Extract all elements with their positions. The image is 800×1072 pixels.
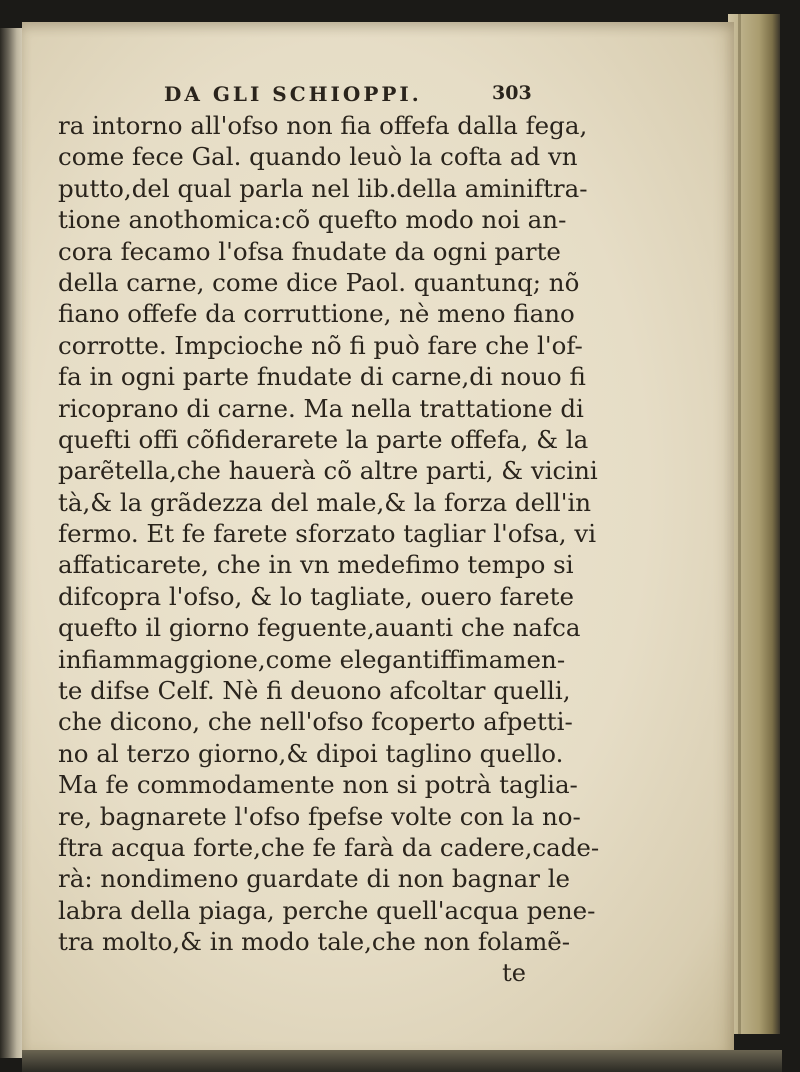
text-line: fiano offefe da corruttione, nè meno fiano [58,299,575,329]
text-line: che dicono, che nell'ofso fcoperto afpetti- [58,707,573,737]
running-head-title: DA GLI SCHIOPPI. [164,82,422,106]
text-line: te difse Celf. Nè fi deuono afcoltar quelli, [58,676,571,706]
text-line: labra della piaga, perche quell'acqua pene- [58,895,596,925]
text-line: tra molto,& in modo tale,che non folamẽ- [58,927,571,957]
body-text [58,110,600,958]
text-line: parẽtella,che hauerà cõ altre parti, & vicini [58,456,598,486]
text-line: quefti offi cõfiderarete la parte offefa, & la [58,424,589,454]
text-line: come fece Gal. quando leuò la cofta ad vn [58,142,578,172]
text-line: Ma fe commodamente non si potrà taglia- [58,770,578,800]
text-line: quefto il giorno feguente,auanti che nafca [58,613,581,643]
catchword: te [502,958,526,987]
text-line: re, bagnarete l'ofso fpefse volte con la no- [58,801,581,831]
text-line: difcopra l'ofso, & lo tagliate, ouero farete [58,581,574,611]
text-block [58,78,600,989]
text-line: putto,del qual parla nel lib.della aminiftra- [58,173,588,203]
text-line: tà,& la grãdezza del male,& la forza dell'in [58,487,592,517]
text-line: ftra acqua forte,che fe farà da cadere,cade- [58,832,600,862]
bottom-page-edge [22,1050,782,1072]
page-number: 303 [492,82,532,104]
text-line: affaticarete, che in vn medefimo tempo si [58,550,574,580]
text-line: ra intorno all'ofso non fia offefa dalla fega, [58,111,588,140]
fore-edge-pages [728,14,780,1034]
text-line: ricoprano di carne. Ma nella trattatione di [58,393,584,423]
text-line: no al terzo giorno,& dipoi taglino quello. [58,738,564,768]
text-line: rà: nondimeno guardate di non bagnar le [58,864,571,894]
text-line: tione anothomica:cõ quefto modo noi an- [58,205,567,235]
text-line: cora fecamo l'ofsa fnudate da ogni parte [58,236,561,266]
text-line: infiammaggione,come elegantiffimamen- [58,644,566,674]
text-line: fermo. Et fe farete sforzato tagliar l'ofsa, vi [58,519,597,549]
text-line: fa in ogni parte fnudate di carne,di nouo fi [58,362,586,392]
running-head [58,78,558,110]
text-line: corrotte. Impcioche nõ fi può fare che l'of- [58,330,583,360]
text-line: della carne, come dice Paol. quantunq; nõ [58,267,580,297]
left-page-edge [0,28,24,1058]
